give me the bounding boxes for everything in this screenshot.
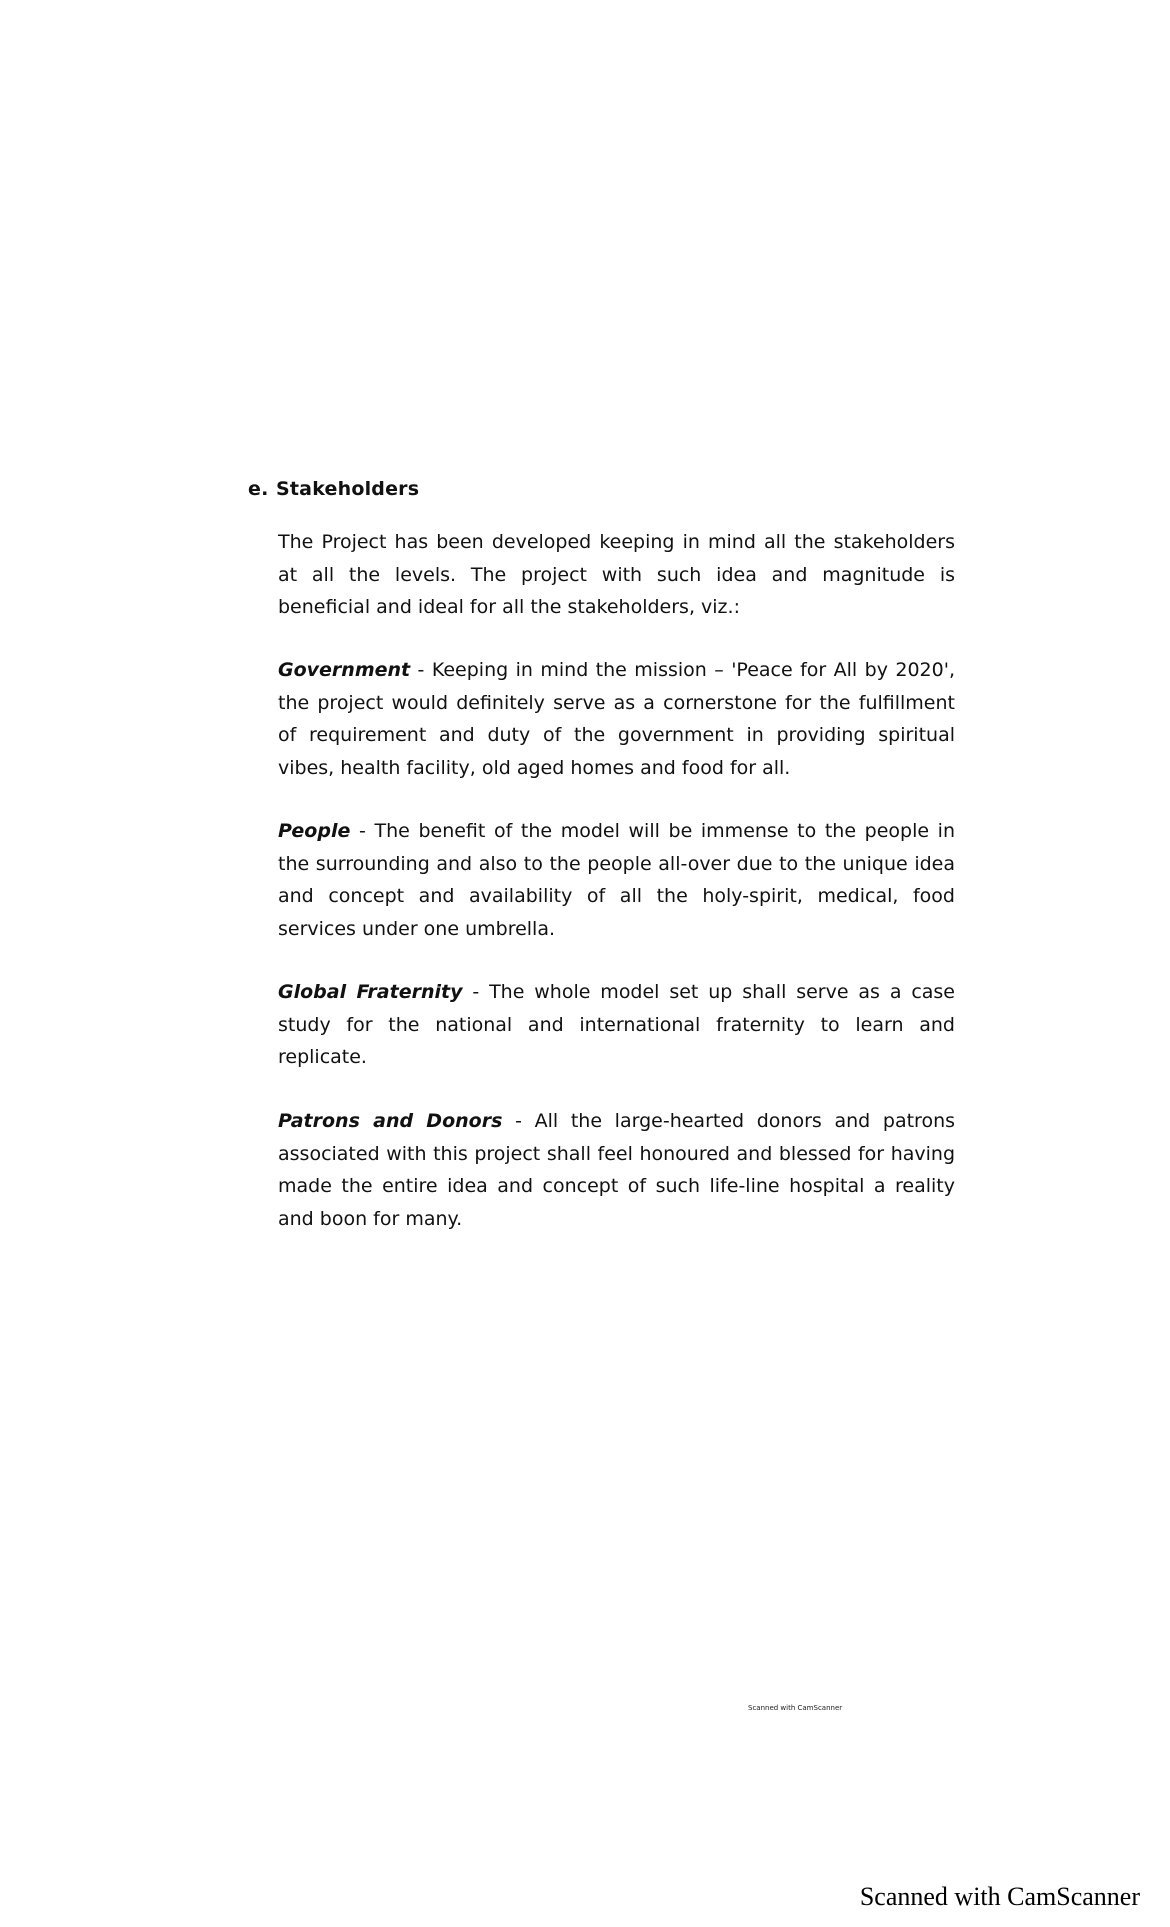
intro-paragraph: The Project has been developed keeping in mind all the stakeholders at all the levels. The project with such idea and magnitude is beneficial and ideal for all the stakeholders, viz.: (278, 531, 955, 618)
stakeholder-separator: - (410, 659, 432, 681)
stakeholder-label: Global Fraternity (278, 981, 463, 1003)
stakeholder-paragraph-global-fraternity (278, 976, 955, 1074)
stakeholder-paragraph-people (278, 815, 955, 945)
stakeholder-separator: - (462, 981, 490, 1003)
section-marker: e. (248, 478, 269, 500)
stakeholder-separator: - (350, 820, 375, 842)
stakeholder-text: The benefit of the model will be immense to the people in the surrounding and also to the people all-over due to the unique idea and concept and availability of all the holy-spirit, medical, food services under one umbrella. (278, 820, 955, 940)
stakeholder-text: All the large-hearted donors and patrons associated with this project shall feel honoured and blessed for having made the entire idea and concept of such life-line hospital a reality and boon for many. (278, 1110, 956, 1230)
stakeholder-separator: - (502, 1110, 535, 1132)
scanner-watermark: Scanned with CamScanner (859, 1882, 1140, 1911)
stakeholder-label: Patrons and Donors (278, 1110, 503, 1132)
scanner-stamp-small: Scanned with CamScanner (748, 1704, 843, 1712)
stakeholder-paragraph-government (278, 654, 955, 784)
stakeholder-paragraph-patrons-donors (278, 1105, 955, 1235)
stakeholder-text: The whole model set up shall serve as a case study for the national and international fraternity to learn and replicate. (278, 981, 955, 1068)
stakeholder-label: Government (278, 659, 411, 681)
stakeholder-text: Keeping in mind the mission – 'Peace for All by 2020', the project would definitely serve as a cornerstone for the fulfillment of requirement and duty of the government in providing spiritual vibes, health facility, old aged homes and food for all. (278, 659, 956, 779)
section-heading (248, 478, 419, 500)
section-title: Stakeholders (276, 478, 420, 500)
stakeholder-label: People (278, 820, 351, 842)
